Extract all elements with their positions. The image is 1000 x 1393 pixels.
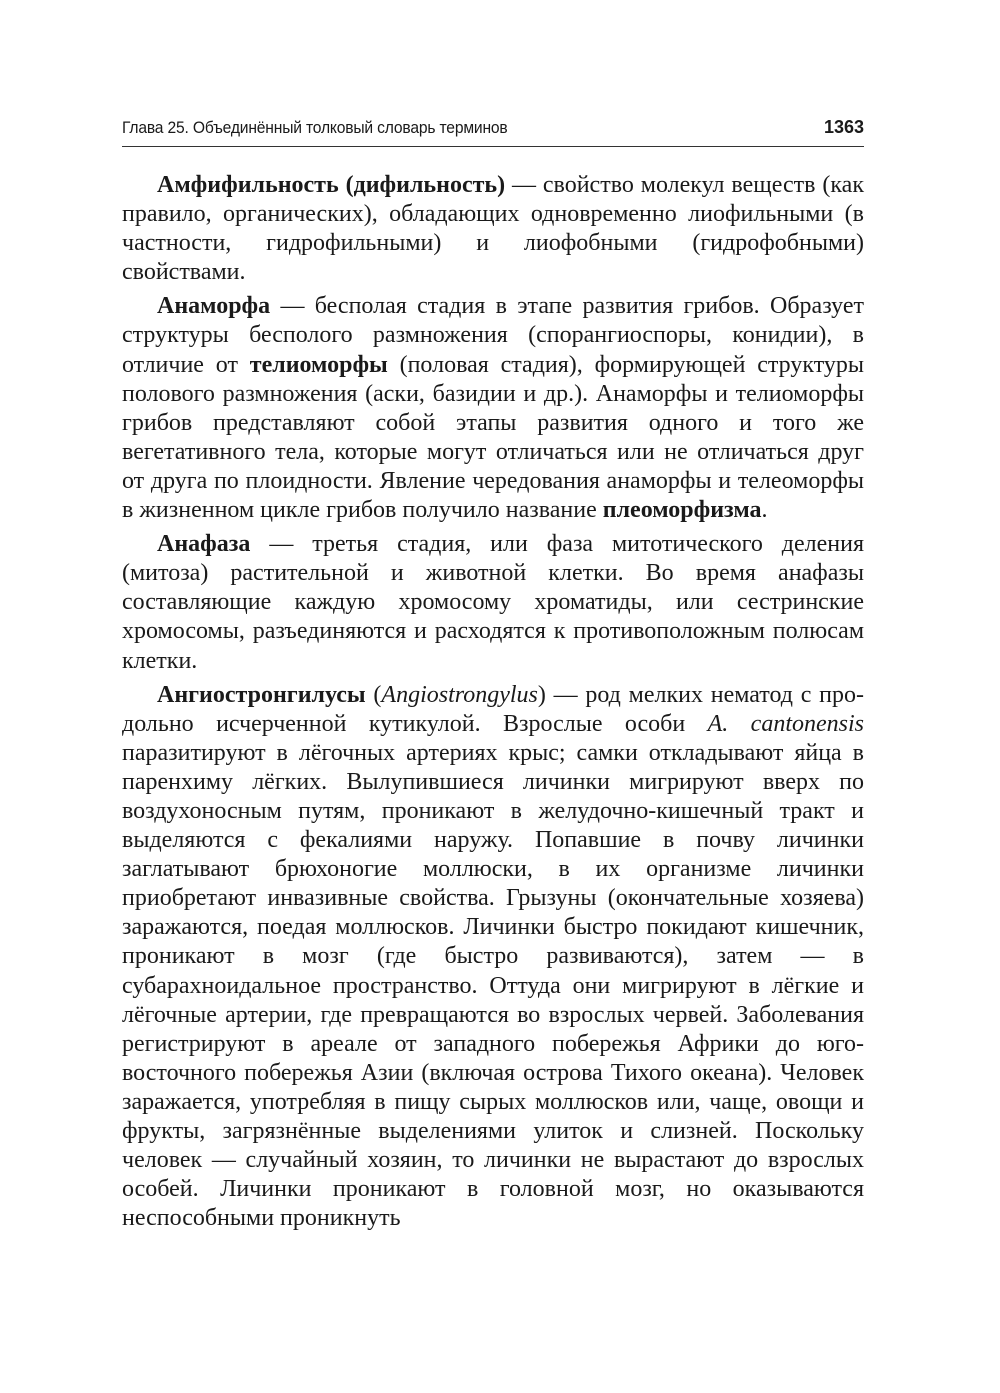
entry-definition: . [761,497,768,524]
entry-term: Анафаза [157,531,251,558]
cross-reference-term: плеоморфизма [602,497,762,524]
entry-definition: ( [365,681,382,708]
entry-definition: — свойство молекул веществ (как правило, органических), обладающих одновременно лиофильными (в частности, гидрофильными) и лиофобными (гидрофобными) свойствами. [122,172,864,286]
latin-species-name: A. cantonensis [707,710,864,737]
cross-reference-term: телиоморфы [249,351,388,378]
glossary-entry-angiostrongylus [122,681,864,1234]
entry-term: Ангиостронгилусы [157,681,366,708]
running-header [122,116,864,147]
entry-term: Амфифильность (дифильность) [157,172,506,198]
chapter-title: Глава 25. Объединённый толковый словарь терминов [122,118,508,137]
entry-definition: паразитируют в лёгочных артериях крыс; самки откладывают яйца в паренхиму лёгких. Вылупившиеся личинки мигрируют вверх по воздухоносным путям, проникают в желудочно-кишечный тракт и выделяются с фекалиями наружу. Попавшие в почву личинки заглатывают брюхоногие моллюски, в их организме личинки приобретают инвазивные свойства. Грызуны (окончательные хозяева) заражаются, поедая моллюсков. Личинки быстро покидают кишечник, проникают в мозг (где быстро развиваются), затем — в субарахноидальное пространство. Оттуда они мигрируют в лёгкие и лёгочные артерии, где превращаются во взрослых червей. Заболевания регистрируют в ареале от западного побережья Африки до юго-восточного побережья Азии (включая острова Тихого океана). Человек заражается, употребляя в пищу сырых моллюсков или, чаще, овощи и фрукты, загрязнённые выделениями улиток и слизней. Поскольку человек — случайный хозяин, то личинки не вырастают до взрослых особей. Личинки проникают в головной мозг, но оказываются неспособными проникнуть [122,739,864,1232]
entry-definition: — бесполая стадия в этапе развития грибов. Образует структуры бесполого размножения (спорангиоспоры, конидии), в отличие от [122,293,864,378]
glossary-entry-anamorph [122,292,864,525]
glossary-entry-amphiphilicity [122,171,864,287]
entry-definition: ) — род мелких нематод с продольно исчерченной кутикулой. Взрослые особи [122,681,864,737]
entry-term: Анаморфа [157,293,271,320]
entry-definition: — третья стадия, или фаза митотического деления (митоза) растительной и животной клетки. Во время анафазы составляющие каждую хромосому хроматиды, или сестринские хромосомы, разъединяются и расходятся к противоположным полюсам клетки. [122,531,864,674]
entry-definition: (половая стадия), формирующей структуры полового размножения (аски, базидии и др.). Анаморфы и телиоморфы грибов представляют собой этапы развития одного и того же вегетативного тела, которые могут отличаться или не отличаться друг от друга по плоидности. Явление чередования анаморфы и телеоморфы в жизненном цикле грибов получило название [122,351,864,524]
glossary-entry-anaphase [122,530,864,675]
page-number: 1363 [823,117,864,137]
latin-genus-name: Angiostrongylus [381,681,538,708]
glossary-body [122,171,864,1238]
